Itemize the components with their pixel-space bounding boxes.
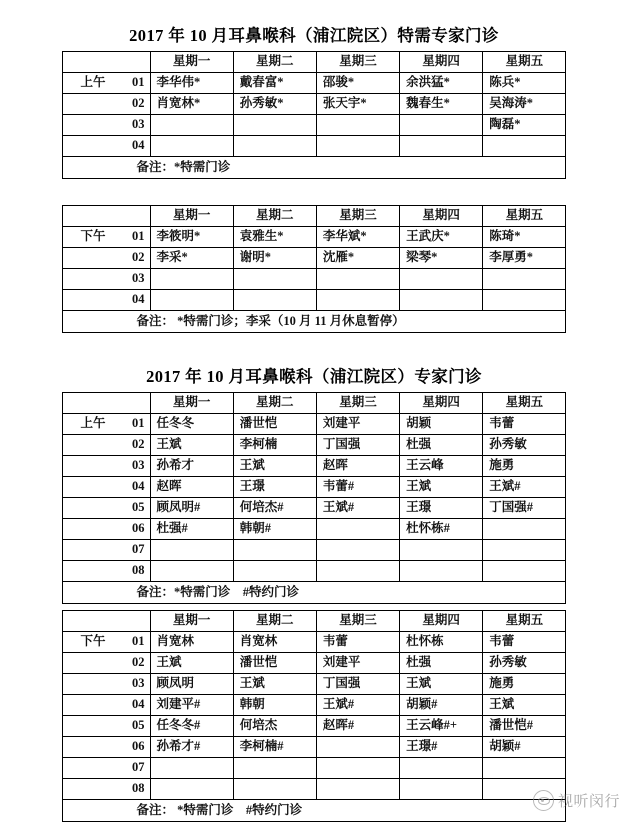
doctor-cell: 韩朝# [233, 519, 316, 540]
doctor-cell [316, 269, 399, 290]
doctor-cell: 任冬冬 [150, 414, 233, 435]
schedule-table-special-morning [62, 51, 567, 179]
table-corner-cell [62, 52, 150, 73]
table-note-row [62, 157, 566, 179]
slot-label-cell [62, 248, 150, 269]
slot-number: 03 [132, 271, 145, 286]
day-header-wednesday: 星期三 [316, 393, 399, 414]
slot-label-cell [62, 737, 150, 758]
doctor-cell [316, 737, 399, 758]
table-row [62, 737, 566, 758]
doctor-cell: 谢明* [233, 248, 316, 269]
doctor-cell: 李柯楠# [233, 737, 316, 758]
doctor-cell [400, 115, 483, 136]
slot-number: 04 [132, 292, 145, 307]
doctor-cell [316, 136, 399, 157]
table-header-row [62, 206, 566, 227]
doctor-cell [233, 758, 316, 779]
schedule-table-expert-morning [62, 392, 567, 604]
slot-number: 05 [132, 500, 145, 515]
doctor-cell [233, 115, 316, 136]
slot-number: 03 [132, 117, 145, 132]
doctor-cell: 赵晖 [150, 477, 233, 498]
doctor-cell [483, 136, 566, 157]
doctor-cell: 施勇 [483, 674, 566, 695]
day-header-thursday: 星期四 [400, 52, 483, 73]
table-row [62, 632, 566, 653]
doctor-cell: 刘建平 [316, 414, 399, 435]
table-note: 备注：*特需门诊 [62, 157, 566, 179]
doctor-cell [316, 561, 399, 582]
doctor-cell: 赵晖 [316, 456, 399, 477]
doctor-cell: 魏春生* [400, 94, 483, 115]
day-header-wednesday: 星期三 [316, 611, 399, 632]
doctor-cell [316, 540, 399, 561]
day-header-monday: 星期一 [150, 393, 233, 414]
table-row [62, 674, 566, 695]
doctor-cell [316, 779, 399, 800]
doctor-cell [400, 136, 483, 157]
table-header-row [62, 611, 566, 632]
doctor-cell [400, 758, 483, 779]
page-title-expert: 2017 年 10 月耳鼻喉科（浦江院区）专家门诊 [146, 367, 482, 386]
doctor-cell: 王斌# [483, 477, 566, 498]
table-row [62, 73, 566, 94]
table-row [62, 227, 566, 248]
doctor-cell: 李华斌* [316, 227, 399, 248]
doctor-cell: 胡颖 [400, 414, 483, 435]
slot-label-cell [62, 758, 150, 779]
doctor-cell: 李华伟* [150, 73, 233, 94]
section-special-morning [0, 22, 628, 179]
doctor-cell [316, 758, 399, 779]
doctor-cell [233, 540, 316, 561]
table-row [62, 695, 566, 716]
slot-number: 04 [132, 138, 145, 153]
doctor-cell [233, 290, 316, 311]
doctor-cell: 王斌 [150, 435, 233, 456]
doctor-cell [483, 290, 566, 311]
doctor-cell: 胡颖# [400, 695, 483, 716]
slot-label-cell [62, 779, 150, 800]
doctor-cell [316, 115, 399, 136]
doctor-cell [150, 115, 233, 136]
slot-number: 01 [132, 634, 145, 649]
doctor-cell: 肖宽林* [150, 94, 233, 115]
section-expert-afternoon [0, 610, 628, 822]
slot-number: 02 [132, 655, 145, 670]
doctor-cell: 肖宽林 [150, 632, 233, 653]
day-header-wednesday: 星期三 [316, 52, 399, 73]
day-header-tuesday: 星期二 [233, 393, 316, 414]
table-note-row [62, 800, 566, 822]
doctor-cell [150, 136, 233, 157]
table-row [62, 519, 566, 540]
doctor-cell: 王斌 [233, 674, 316, 695]
slot-number: 07 [132, 542, 145, 557]
doctor-cell: 王斌 [400, 477, 483, 498]
table-row [62, 477, 566, 498]
slot-label-cell [62, 561, 150, 582]
doctor-cell: 潘世恺 [233, 414, 316, 435]
slot-label-cell [62, 716, 150, 737]
doctor-cell: 顾凤明 [150, 674, 233, 695]
slot-label-cell [62, 115, 150, 136]
table-row [62, 456, 566, 477]
doctor-cell: 袁雅生* [233, 227, 316, 248]
table-row [62, 653, 566, 674]
day-header-thursday: 星期四 [400, 393, 483, 414]
doctor-cell: 丁国强# [483, 498, 566, 519]
table-row [62, 136, 566, 157]
slot-label-cell [62, 290, 150, 311]
slot-number: 07 [132, 760, 145, 775]
section-special-afternoon [0, 205, 628, 333]
doctor-cell: 陈兵* [483, 73, 566, 94]
doctor-cell: 刘建平# [150, 695, 233, 716]
table-corner-cell [62, 393, 150, 414]
doctor-cell: 王璟 [233, 477, 316, 498]
day-header-monday: 星期一 [150, 206, 233, 227]
slot-label-cell [62, 674, 150, 695]
slot-label-cell [62, 94, 150, 115]
doctor-cell: 杜强 [400, 653, 483, 674]
doctor-cell: 张天宇* [316, 94, 399, 115]
doctor-cell: 何培杰# [233, 498, 316, 519]
doctor-cell: 王斌# [316, 498, 399, 519]
doctor-cell: 孙秀敏* [233, 94, 316, 115]
doctor-cell [483, 779, 566, 800]
slot-label-cell [62, 519, 150, 540]
table-row [62, 498, 566, 519]
doctor-cell: 王斌 [400, 674, 483, 695]
slot-label-cell [62, 456, 150, 477]
slot-label-cell [62, 653, 150, 674]
doctor-cell: 李采* [150, 248, 233, 269]
slot-label-cell [62, 73, 150, 94]
table-row [62, 248, 566, 269]
doctor-cell: 杜怀栋# [400, 519, 483, 540]
doctor-cell [233, 136, 316, 157]
doctor-cell: 王云峰 [400, 456, 483, 477]
day-header-tuesday: 星期二 [233, 52, 316, 73]
schedule-table-special-afternoon [62, 205, 567, 333]
doctor-cell [400, 540, 483, 561]
day-header-friday: 星期五 [483, 52, 566, 73]
table-note: 备注：*特需门诊 #特约门诊 [62, 582, 566, 604]
table-header-row [62, 393, 566, 414]
schedule-table-expert-afternoon [62, 610, 567, 822]
table-row [62, 269, 566, 290]
table-row [62, 540, 566, 561]
doctor-cell [400, 561, 483, 582]
doctor-cell: 李柯楠 [233, 435, 316, 456]
doctor-cell: 王璟# [400, 737, 483, 758]
doctor-cell [150, 561, 233, 582]
doctor-cell: 韩朝 [233, 695, 316, 716]
day-header-monday: 星期一 [150, 52, 233, 73]
slot-label-cell [62, 227, 150, 248]
doctor-cell [150, 779, 233, 800]
doctor-cell: 王云峰#+ [400, 716, 483, 737]
day-header-wednesday: 星期三 [316, 206, 399, 227]
slot-number: 02 [132, 437, 145, 452]
table-row [62, 561, 566, 582]
doctor-cell [483, 519, 566, 540]
doctor-cell: 王斌 [150, 653, 233, 674]
doctor-cell [483, 758, 566, 779]
slot-number: 02 [132, 96, 145, 111]
day-header-thursday: 星期四 [400, 611, 483, 632]
table-note: 备注： *特需门诊 #特约门诊 [62, 800, 566, 822]
doctor-cell [233, 269, 316, 290]
table-row [62, 414, 566, 435]
day-header-thursday: 星期四 [400, 206, 483, 227]
doctor-cell: 梁琴* [400, 248, 483, 269]
watermark-label: 视听闵行 [557, 794, 620, 810]
table-row [62, 94, 566, 115]
slot-number: 01 [132, 229, 145, 244]
day-header-friday: 星期五 [483, 611, 566, 632]
period-label: 下午 [80, 634, 106, 649]
doctor-cell: 王斌 [483, 695, 566, 716]
slot-label-cell [62, 498, 150, 519]
doctor-cell [400, 290, 483, 311]
slot-label-cell [62, 414, 150, 435]
doctor-cell: 胡颖# [483, 737, 566, 758]
doctor-cell: 陶磊* [483, 115, 566, 136]
doctor-cell [233, 561, 316, 582]
doctor-cell: 顾凤明# [150, 498, 233, 519]
doctor-cell: 丁国强 [316, 435, 399, 456]
doctor-cell [483, 561, 566, 582]
period-label: 上午 [80, 416, 106, 431]
slot-number: 03 [132, 458, 145, 473]
doctor-cell: 吴海涛* [483, 94, 566, 115]
doctor-cell: 王斌# [316, 695, 399, 716]
period-label: 上午 [80, 75, 106, 90]
day-header-tuesday: 星期二 [233, 206, 316, 227]
slot-label-cell [62, 136, 150, 157]
doctor-cell [150, 290, 233, 311]
doctor-cell [150, 269, 233, 290]
doctor-cell: 王武庆* [400, 227, 483, 248]
doctor-cell: 潘世恺 [233, 653, 316, 674]
table-row [62, 779, 566, 800]
doctor-cell: 李厚勇* [483, 248, 566, 269]
table-row [62, 716, 566, 737]
doctor-cell: 孙希才# [150, 737, 233, 758]
doctor-cell [316, 290, 399, 311]
doctor-cell [150, 758, 233, 779]
slot-label-cell [62, 477, 150, 498]
slot-label-cell [62, 540, 150, 561]
table-corner-cell [62, 611, 150, 632]
table-note-row [62, 582, 566, 604]
table-row [62, 115, 566, 136]
page-title-special: 2017 年 10 月耳鼻喉科（浦江院区）特需专家门诊 [129, 26, 499, 45]
slot-label-cell [62, 435, 150, 456]
doctor-cell: 杜强 [400, 435, 483, 456]
table-note-row [62, 311, 566, 333]
period-label: 下午 [80, 229, 106, 244]
doctor-cell: 孙秀敏 [483, 653, 566, 674]
doctor-cell [400, 779, 483, 800]
slot-number: 04 [132, 479, 145, 494]
slot-label-cell [62, 695, 150, 716]
doctor-cell: 韦蕾# [316, 477, 399, 498]
doctor-cell: 韦蕾 [483, 414, 566, 435]
doctor-cell: 何培杰 [233, 716, 316, 737]
doctor-cell: 孙秀敏 [483, 435, 566, 456]
doctor-cell: 杜强# [150, 519, 233, 540]
slot-number: 01 [132, 416, 145, 431]
doctor-cell: 王璟 [400, 498, 483, 519]
section-expert-morning [0, 363, 628, 604]
doctor-cell: 丁国强 [316, 674, 399, 695]
slot-number: 06 [132, 739, 145, 754]
doctor-cell: 任冬冬# [150, 716, 233, 737]
table-row [62, 758, 566, 779]
doctor-cell: 戴春富* [233, 73, 316, 94]
slot-label-cell [62, 632, 150, 653]
slot-label-cell [62, 269, 150, 290]
table-note: 备注： *特需门诊；李采（10 月 11 月休息暂停） [62, 311, 566, 333]
doctor-cell: 施勇 [483, 456, 566, 477]
table-corner-cell [62, 206, 150, 227]
doctor-cell: 王斌 [233, 456, 316, 477]
slot-number: 05 [132, 718, 145, 733]
slot-number: 04 [132, 697, 145, 712]
doctor-cell: 陈琦* [483, 227, 566, 248]
doctor-cell [483, 540, 566, 561]
slot-number: 01 [132, 75, 145, 90]
day-header-friday: 星期五 [483, 393, 566, 414]
doctor-cell: 沈雁* [316, 248, 399, 269]
doctor-cell: 杜怀栋 [400, 632, 483, 653]
table-row [62, 435, 566, 456]
table-header-row [62, 52, 566, 73]
doctor-cell [233, 779, 316, 800]
slot-number: 03 [132, 676, 145, 691]
day-header-monday: 星期一 [150, 611, 233, 632]
slot-number: 08 [132, 781, 145, 796]
doctor-cell [150, 540, 233, 561]
doctor-cell [316, 519, 399, 540]
doctor-cell: 刘建平 [316, 653, 399, 674]
doctor-cell: 李筱明* [150, 227, 233, 248]
doctor-cell: 韦蕾 [483, 632, 566, 653]
doctor-cell [483, 269, 566, 290]
day-header-friday: 星期五 [483, 206, 566, 227]
doctor-cell [400, 269, 483, 290]
doctor-cell: 潘世恺# [483, 716, 566, 737]
day-header-tuesday: 星期二 [233, 611, 316, 632]
doctor-cell: 余洪猛* [400, 73, 483, 94]
doctor-cell: 邵骏* [316, 73, 399, 94]
doctor-cell: 肖宽林 [233, 632, 316, 653]
doctor-cell: 孙希才 [150, 456, 233, 477]
doctor-cell: 韦蕾 [316, 632, 399, 653]
slot-number: 08 [132, 563, 145, 578]
slot-number: 06 [132, 521, 145, 536]
table-row [62, 290, 566, 311]
slot-number: 02 [132, 250, 145, 265]
doctor-cell: 赵晖# [316, 716, 399, 737]
